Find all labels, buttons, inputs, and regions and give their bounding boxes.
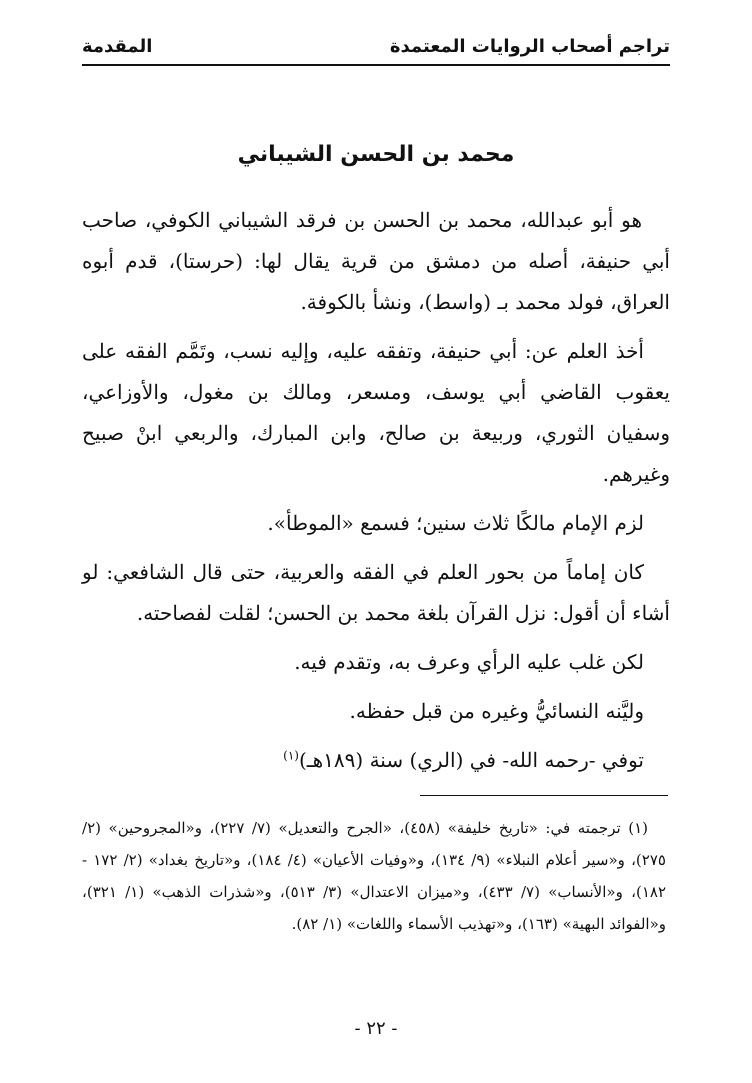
running-header [82, 28, 670, 66]
paragraph-nasai: وليَّنه النسائيُّ وغيره من قبل حفظه. [349, 699, 644, 723]
paragraph-name-origin: هو أبو عبدالله، محمد بن الحسن بن فرقد الشيباني الكوفي، صاحب أبي حنيفة، أصله من دمشق من قرية يقال لها: (حرستا)، قدم أبوه العراق، فولد محمد بـ (واسط)، ونشأ بالكوفة. [82, 208, 670, 314]
biography-body [82, 200, 670, 789]
biography-title: محمد بن الحسن الشيباني [237, 142, 515, 167]
footnotes [82, 812, 666, 940]
header-section-name: المقدمة [82, 36, 153, 57]
page-number: - ٢٢ - [354, 1018, 398, 1039]
paragraph-shafii-quote: كان إماماً من بحور العلم في الفقه والعربية، حتى قال الشافعي: لو أشاء أن أقول: نزل القرآن بلغة محمد بن الحسن؛ لقلت لفصاحته. [82, 560, 670, 625]
footnote-divider [420, 795, 668, 796]
paragraph-ray: لكن غلب عليه الرأي وعرف به، وتقدم فيه. [294, 650, 644, 674]
paragraph-death [82, 740, 670, 781]
header-book-title: تراجم أصحاب الروايات المعتمدة [389, 36, 670, 57]
paragraph-teachers: أخذ العلم عن: أبي حنيفة، وتفقه عليه، وإليه نسب، وتَمَّم الفقه على يعقوب القاضي أبي يوسف، ومسعر، ومالك بن مغول، والأوزاعي، وسفيان الثوري، وربيعة بن صالح، وابن المبارك، والربعي ابنْ صبيح وغيرهم. [82, 339, 670, 486]
footnote-reference[interactable]: (١) [283, 748, 299, 763]
footnote-1: (١) ترجمته في: «تاريخ خليفة» (٤٥٨)، «الجرح والتعديل» (٧/ ٢٢٧)، و«المجروحين» (٢/ ٢٧٥)، و«سير أعلام النبلاء» (٩/ ١٣٤)، و«وفيات الأعيان» (٤/ ١٨٤)، و«تاريخ بغداد» (٢/ ١٧٢ - ١٨٢)، و«الأنساب» (٧/ ٤٣٣)، و«ميزان الاعتدال» (٣/ ٥١٣)، و«شذرات الذهب» (١/ ٣٢١)، و«الفوائد البهية» (١٦٣)، و«تهذيب الأسماء واللغات» (١/ ٨٢). [82, 819, 667, 933]
paragraph-malik: لزم الإمام مالكًا ثلاث سنين؛ فسمع «الموطأ». [267, 511, 644, 535]
death-text: توفي -رحمه الله- في (الري) سنة (١٨٩هـ) [298, 748, 644, 772]
